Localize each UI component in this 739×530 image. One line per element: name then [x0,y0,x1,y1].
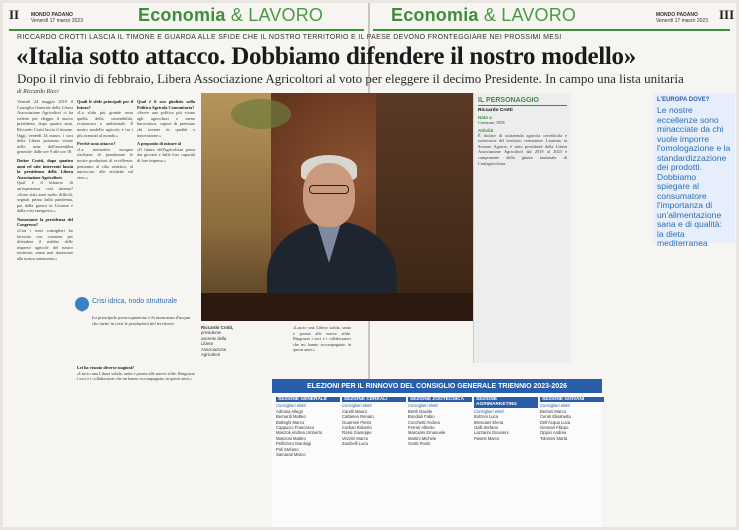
elected-name: Vezzini Marco [342,435,369,441]
election-column [540,395,604,441]
election-section-head: SEZIONE CEREALI [342,397,406,402]
answer-6: «Lascio una Libera solida, unita e pronta alle nuove sfide. Ringrazio i soci e i collaboratori che mi hanno accompagnato in questi anni.» [77,370,195,382]
question-1: Nonostante la presidenza del Congresso? [17,216,73,228]
section-rule-right [373,29,730,31]
question-3: Perché sono attacco? [77,141,116,147]
article-headline: «Italia sotto attacco. Dobbiamo difendere il nostro modello» [16,43,636,70]
elected-name: Carelli Mauro [342,408,367,414]
answer-5: «Il futuro dell'agricoltura passa dai giovani e dalla loro capacità di fare impresa.» [137,146,195,163]
intro-paragraph: Venerdì 24 maggio 2019 il Consiglio Generale della Libera Associazione Agricoltori ci ha rieletto per elegger il nuovo presidente, dopo quattro anni. Riccardo Crotti lascia il timone. Oggi, venerdì 24 marzo, i soci della Libera potranno votare nelle urne dell'assemblea generale: dalle ore 9 alle ore 18. [17,99,73,155]
elected-name: Poli Stefano [276,446,299,452]
election-section-sub: Consiglieri eletti [540,403,570,409]
section-title-right: Economia & LAVORO [391,5,577,25]
sidebar-name: Riccardo Crotti [478,108,513,113]
sidebar-career: È titolare di un'azienda agricola cerealicola e zootecnica del territorio cremonese. Laureato in Scienze Agrarie, è stato presidente della Libera Associazione Agricoltori dal 2019 al 2023 e componente della giunta nazionale di Confagricoltura. [478,132,567,166]
elected-name: Bolzoni Luca [474,414,498,420]
elected-name: Cocchetti Andrea [408,419,440,425]
elected-name: Scotti Paolo [408,441,431,447]
election-column [474,395,538,441]
page-number-left: II [9,7,20,22]
elected-name: Bresciani Elena [474,419,504,425]
elected-name: Cappucci Francesco [276,425,315,431]
article-kicker: RICCARDO CROTTI LASCIA IL TIMONE E GUARDA ALLE SFIDE CHE IL NOSTRO TERRITORIO E IL PAESE DEVONO FRONTEGGIARE NEI PROSSIMI MESI [17,34,562,41]
sidebar-career-label: Attività [478,127,494,133]
article-column-4 [293,325,351,377]
elected-name: Bertè Davide [408,408,433,414]
election-section-sub: Consiglieri eletti [474,408,504,414]
election-section-sub: Consiglieri eletti [408,403,438,409]
elected-name: Bernardi Matteo [276,414,306,420]
masthead-right: MONDO PADANO Venerdì 17 marzo 2023 [656,12,708,24]
article-subhead: Dopo il rinvio di febbraio, Libera Associazione Agricoltori al voto per eleggere il decimo Presidente. In campo una lista unitaria [17,71,684,86]
masthead-left: MONDO PADANO Venerdì 17 marzo 2023 [31,12,83,24]
election-column [342,395,406,447]
election-column [408,395,472,447]
section-rule-left [9,29,364,31]
elected-name: Guarnieri Pietro [342,419,372,425]
elected-name: Adriana Allegri [276,408,304,414]
elected-name: Lazzarini Giovanni [474,430,509,436]
lead-answer: Qual è il bilancio di un'esperienza così intensa? «Sono stati anni molto difficili, segnati prima dalla pandemia, poi dalla guerra in Ucraina e dalla crisi energetica.» [17,180,73,214]
elected-name: Tolomini Marta [540,435,568,441]
page-number-right: III [719,7,735,22]
election-section-sub: Consiglieri eletti [276,403,306,409]
sidebar-born: Cremona, 1958 [478,120,505,125]
answer-3: «Le normative europee rischiano di penalizzare le nostre produzioni di eccellenza: pensiamo al cibo sintetico, al nutriscore, alle etichette sul vino.» [77,146,133,180]
question-5: A proposito di misure al [137,141,182,147]
opinion-box [653,93,735,248]
election-section-head: SEZIONE ZOOTECNICA [408,397,472,402]
callout-text: La principale preoccupazione è la mancanza d'acqua che mette in crisi le produzioni del territorio [92,315,191,326]
speech-bubble-icon [75,297,89,311]
caption-text: presidente uscente della Libera Associazione Agricoltori [201,330,227,358]
elected-name: Corbari Roberto [342,425,372,431]
answer-4: «Serve una politica più vicina agli agricoltori e meno burocratica, capace di premiare chi investe in qualità e innovazione.» [137,110,195,138]
sidebar-title: IL PERSONAGGIO [478,97,567,106]
portrait-photo [201,93,473,321]
election-section-head: SEZIONE AGRIMARKETING [474,397,538,408]
elected-name: Martini Michele [408,435,437,441]
elected-name: Manzoli Andrea Umberto [276,430,323,436]
elected-name: Pellizzoni Gianluigi [276,441,312,447]
elected-name: Ceruti Elisabetta [540,414,571,420]
answer-continued: «Lascio una Libera solida, unita e pronta alle nuove sfide. Ringrazio i soci e i collaboratori che mi hanno accompagnato in questi anni.» [293,325,351,353]
article-byline: di Riccardo Ricci [17,89,59,95]
sidebar-born-label: Nato a [478,115,492,120]
elected-name: Bertoni Marco [540,408,567,414]
photo-caption [201,325,237,357]
elected-name: Marcarini Emanuele [408,430,446,436]
question-4: Qual è il suo giudizio sulla Politica Agricola Comunitaria? [137,99,195,110]
elected-name: Manzoni Matteo [276,435,306,441]
opinion-body: Le nostre eccellenze sono minacciate da chi vuole imporre l'omologazione e la standardizzazione dei prodotti. Dobbiamo spiegare al consumatore l'importanza di un'alimentazione sana e di qualità: la dieta mediterranea [657,105,731,248]
elected-name: Botteghi Marco [276,419,305,425]
elected-name: Cattaneo Renato [342,414,374,420]
election-section-head: SEZIONE GENERALE [276,397,340,402]
elected-name: Oppici Andrea [540,430,567,436]
lead-question: Dottor Crotti, dopo quattro anni ed otto interventi lascia la presidenza della Libera Associazione Agricoltori. [17,157,73,180]
article-column-2 [77,99,133,291]
elected-name: Samarati Marco [276,452,306,458]
elected-name: Pavesi Marco [474,435,500,441]
elected-name: Dell'Acqua Luca [540,419,571,425]
question-6: Lei ha vissuto diverse stagioni? [77,365,135,370]
elected-name: Rossi Giuseppe [342,430,372,436]
callout-box [75,295,193,359]
article-column-1 [17,99,73,519]
section-title-left: Economia & LAVORO [138,5,324,25]
article-column-3 [137,99,195,291]
profile-sidebar [473,93,571,363]
elected-name: Ferrari Alberto [408,425,435,431]
election-title: ELEZIONI PER IL RINNOVO DEL CONSIGLIO GENERALE TRIENNIO 2023-2026 [272,381,602,393]
elected-name: Gennari Filippo [540,425,569,431]
elected-name: Bondioli Fabio [408,414,435,420]
election-results-panel [272,379,602,527]
question-2: Quali le sfide principali per il futuro? [77,99,133,110]
callout-title: Crisi idrica, nodo strutturale [92,298,178,305]
caption-name: Riccardo Crotti, [201,325,234,330]
elected-name: Zanibelli Luca [342,441,368,447]
answer-2: «La sfida più grande resta quella della sostenibilità, economica e ambientale. Il nostro modello agricolo è tra i più avanzati al mondo.» [77,110,133,138]
article-column-lower [77,365,195,515]
election-column [276,395,340,457]
election-section-head: SEZIONE GIOVANI [540,397,604,402]
elected-name: Galli Stefano [474,425,498,431]
opinion-title: L'EUROPA DOVE? [657,97,710,103]
answer-1: «Con i miei consiglieri ho lavorato con costanza per difendere il reddito delle imprese agricole del nostro territorio, senza mai rinunciare alla nostra autonomia.» [17,228,73,262]
election-section-sub: Consiglieri eletti [342,403,372,409]
newspaper-spread [3,3,736,527]
